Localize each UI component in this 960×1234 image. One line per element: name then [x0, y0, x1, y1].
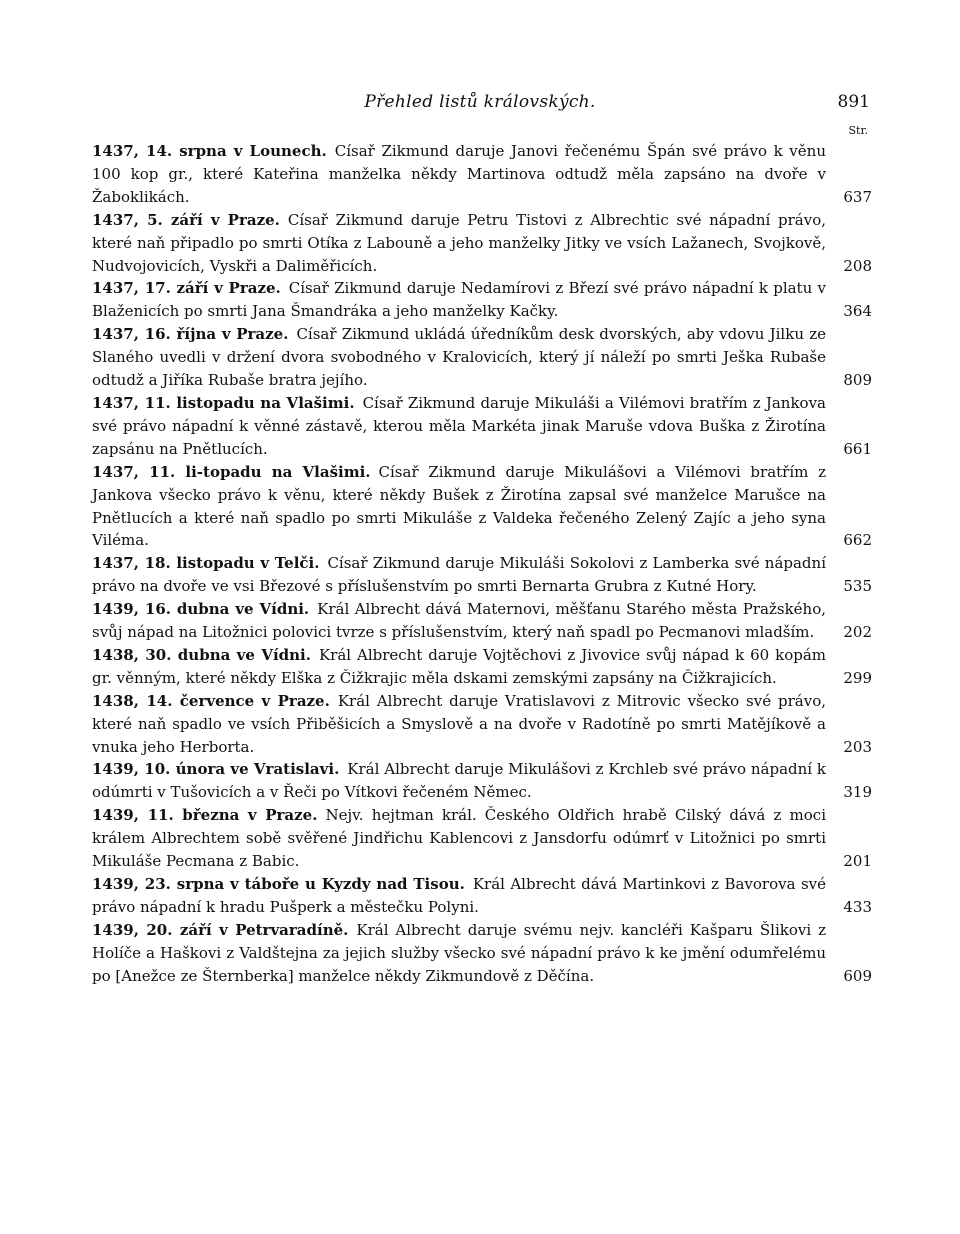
entry-page-reference: 201 [843, 852, 872, 871]
entry-body [92, 552, 872, 598]
entry-text: Král Albrecht dává Maternovi, měšťanu Starého města Pražského, svůj nápad na Litožnici polovici tvrze s příslušenstvím, který naň spadl po Pecmanovi mladším. [92, 600, 826, 642]
entry-body [92, 873, 872, 919]
entry-text: Král Albrecht daruje Mikulášovi z Krchleb své právo nápadní k odúmrti v Tušovicích a v Řeči po Vítkovi řečeném Němec. [92, 760, 826, 802]
entry [92, 598, 872, 644]
entry-date: 1438, 30. dubna ve Vídni. [92, 645, 311, 664]
entry-page-reference: 535 [843, 577, 872, 596]
entry-page-reference: 609 [843, 966, 872, 985]
entry-date: 1439, 11. března v Praze. [92, 806, 318, 825]
entry-text: Nejv. hejtman král. Českého Oldřich hrabě Cilský dává z moci králem Albrechtem sobě svěřené Jindřichu Kablencovi z Jansdorfu odúmrť v Litožnici po smrti Mikuláše Pecmana z Babic. [92, 806, 826, 871]
entry-page-reference: 661 [843, 439, 872, 458]
entry-text: Císař Zikmund daruje Mikuláši Sokolovi z Lamberka své nápadní právo na dvoře ve vsi Březové s příslušenstvím po smrti Bernarta Grubra z Kutné Hory. [92, 554, 826, 596]
entry-text: Císař Zikmund daruje Janovi řečenému Špán své právo k věnu 100 kop gr., které Kateřina manželka někdy Martinova odtudž měla zapsáno na dvoře v Žaboklikách. [92, 142, 826, 206]
entry [92, 873, 872, 919]
entry-body [92, 758, 872, 804]
entry [92, 644, 872, 690]
entry-text: Císař Zikmund ukládá úředníkům desk dvorských, aby vdovu Jilku ze Slaného uvedli v držení dvora svobodného v Kralovicích, který jí náleží po smrti Ješka Rubaše odtudž a Jiříka Rubaše bratra jejího. [92, 325, 827, 390]
entry-page-reference: 319 [843, 783, 872, 802]
entry-text: Král Albrecht daruje svému nejv. kancléři Kašparu Šlikovi z Holíče a Haškovi z Valdštejna za jejich služby všecko své nápadní právo k ke jmění odumřelému po [Anežce ze Šternberka] manželce někdy Zikmundově z Děčína. [92, 920, 826, 985]
entry-text: Císař Zikmund daruje Mikulášovi a Vilémovi bratřím z Jankova všecko právo k věnu, které někdy Bušek z Žirotína zapsal své manželce Marušce na Pnětlucích a které naň spadlo po smrti Mikuláše z Valdeka řečeného Zelený Zajíc a jeho syna Viléma. [92, 462, 826, 550]
page-number: 891 [837, 92, 870, 112]
entry-page-reference: 202 [843, 623, 872, 642]
entry-text: Císař Zikmund daruje Nedamírovi z Březí své právo nápadní k platu v Blaženicích po smrti Jana Šmandráka a jeho manželky Kačky. [92, 279, 826, 321]
entry-body [92, 598, 872, 644]
entry-date: 1439, 20. září v Petrvaradíně. [92, 920, 349, 939]
entry-body [92, 392, 872, 461]
entry [92, 690, 872, 759]
entry-body [92, 690, 872, 759]
entry-text: Král Albrecht daruje Vojtěchovi z Jivovice svůj nápad k 60 kopám gr. věnným, které někdy Elška z Čižkrajic měla dskami zemskými zapsány na Čižkrajicích. [92, 645, 826, 687]
entry-date: 1439, 23. srpna v táboře u Kyzdy nad Tisou. [92, 875, 465, 893]
entry-date: 1437, 11. li-topadu na Vlašimi. [92, 462, 371, 481]
entry [92, 552, 872, 598]
entry [92, 758, 872, 804]
entry [92, 392, 872, 461]
entry [92, 919, 872, 988]
entry [92, 323, 872, 392]
page-column-label: Str. [848, 124, 868, 137]
entry-page-reference: 364 [843, 302, 872, 321]
entry-text: Císař Zikmund daruje Petru Tistovi z Albrechtic své nápadní právo, které naň připadlo po smrti Otíka z Labouně a jeho manželky Jitky ve vsích Lažanech, Svojkově, Nudvojovicích, Vyskři a Daliměřicích. [92, 210, 826, 275]
entry-body [92, 209, 872, 278]
entry-body [92, 644, 872, 690]
entry-page-reference: 208 [843, 256, 872, 275]
entry [92, 461, 872, 553]
entry-date: 1437, 11. listopadu na Vlašimi. [92, 393, 355, 412]
page-header [0, 92, 960, 116]
entry [92, 277, 872, 323]
entry-body [92, 919, 872, 988]
entry-body [92, 804, 872, 873]
entry-body [92, 277, 872, 323]
entry-page-reference: 299 [843, 668, 872, 687]
entry-page-reference: 203 [843, 737, 872, 756]
entry-page-reference: 809 [843, 371, 872, 390]
entry [92, 209, 872, 278]
entry-page-reference: 662 [843, 531, 872, 550]
entry [92, 804, 872, 873]
entry [92, 140, 872, 209]
entry-text: Král Albrecht daruje Vratislavovi z Mitrovic všecko své právo, které naň spadlo ve vsích Přiběšicích a Smyslově a na dvoře v Radotíně po smrti Matějíkově a vnuka jeho Herborta. [92, 691, 826, 756]
entry-text: Král Albrecht dává Martinkovi z Bavorova své právo nápadní k hradu Pušperk a městečku Polyni. [92, 875, 826, 916]
entry-date: 1437, 14. srpna v Lounech. [92, 142, 327, 160]
entry-page-reference: 433 [843, 897, 872, 916]
entry-date: 1437, 18. listopadu v Telči. [92, 554, 320, 573]
entry-text: Císař Zikmund daruje Mikuláši a Vilémovi bratřím z Jankova své právo nápadní k věnné zástavě, kterou měla Markéta jinak Maruše vdova Buška z Žirotína zapsánu na Pnětlucích. [92, 393, 827, 458]
running-title: Přehled listů královských. [364, 92, 596, 112]
entry-date: 1437, 17. září v Praze. [92, 279, 281, 298]
entry-list [92, 140, 872, 988]
entry-date: 1438, 14. července v Praze. [92, 691, 330, 710]
entry-date: 1439, 10. února ve Vratislavi. [92, 760, 340, 779]
entry-date: 1437, 5. září v Praze. [92, 210, 280, 229]
entry-body [92, 323, 872, 392]
entry-date: 1439, 16. dubna ve Vídni. [92, 600, 310, 619]
entry-body [92, 140, 872, 209]
entry-date: 1437, 16. října v Praze. [92, 325, 289, 344]
entry-page-reference: 637 [843, 187, 872, 206]
entry-body [92, 461, 872, 553]
